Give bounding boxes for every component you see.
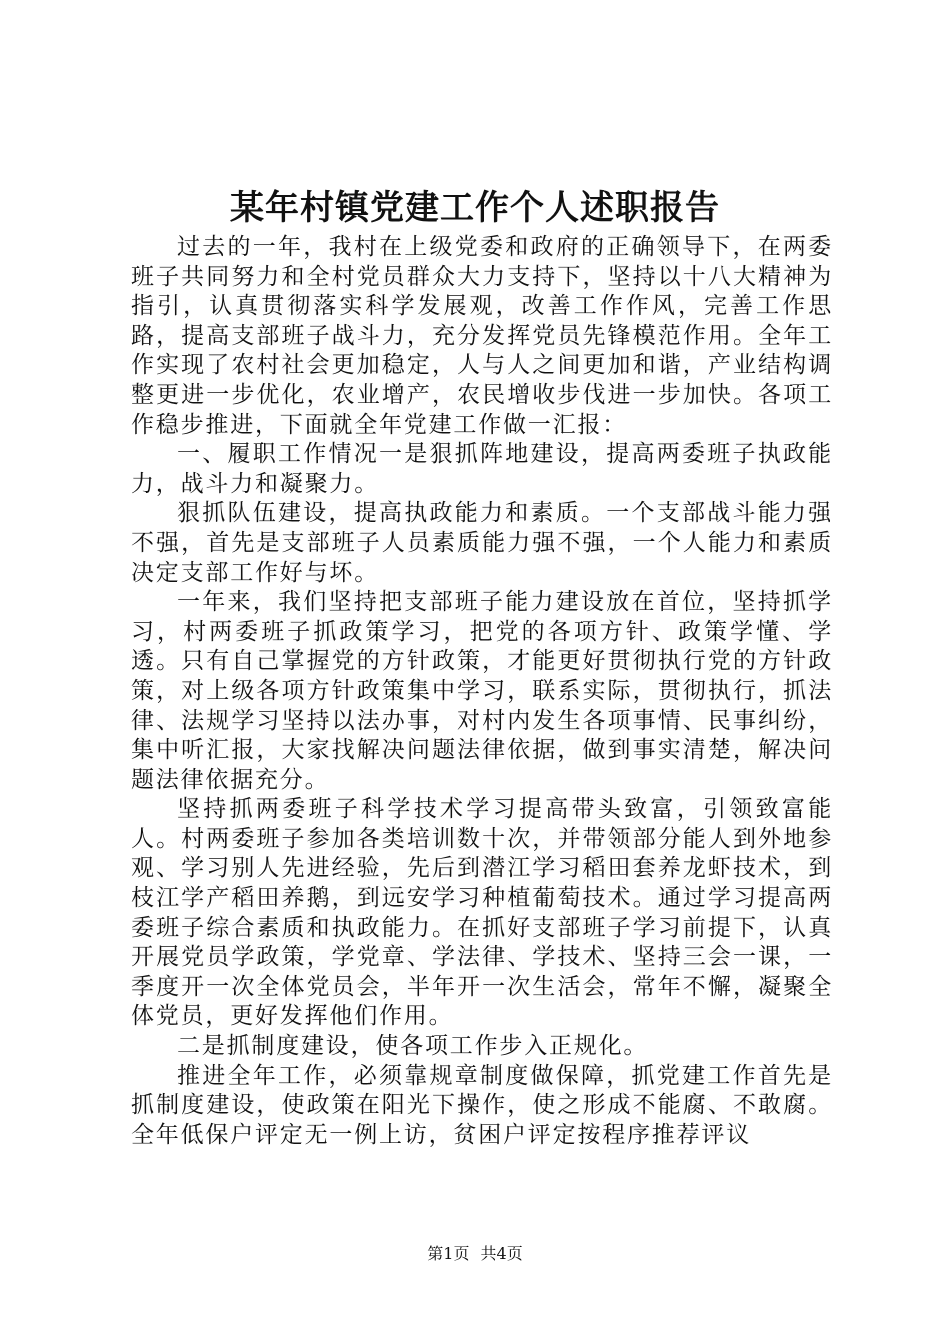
document-title: 某年村镇党建工作个人述职报告 [230, 188, 720, 228]
page-footer [0, 1243, 950, 1265]
paragraph: 一、履职工作情况一是狠抓阵地建设，提高两委班子执政能力，战斗力和凝聚力。 [131, 441, 833, 497]
page-number: 第1页 [427, 1244, 470, 1263]
paragraph: 过去的一年，我村在上级党委和政府的正确领导下，在两委班子共同努力和全村党员群众大力支持下，坚持以十八大精神为指引，认真贯彻落实科学发展观，改善工作作风，完善工作思路，提高支部班子战斗力，充分发挥党员先锋模范作用。全年工作实现了农村社会更加稳定，人与人之间更加和谐，产业结构调整更进一步优化，农业增产，农民增收步伐进一步加快。各项工作稳步推进，下面就全年党建工作做一汇报： [131, 234, 833, 438]
paragraph: 坚持抓两委班子科学技术学习提高带头致富，引领致富能人。村两委班子参加各类培训数十次，并带领部分能人到外地参观、学习别人先进经验，先后到潜江学习稻田套养龙虾技术，到枝江学产稻田养鹅，到远安学习种植葡萄技术。通过学习提高两委班子综合素质和执政能力。在抓好支部班子学习前提下，认真开展党员学政策，学党章、学法律、学技术、坚持三会一课，一季度开一次全体党员会，半年开一次生活会，常年不懈，凝聚全体党员，更好发挥他们作用。 [131, 796, 833, 1030]
document-body [131, 233, 833, 1150]
page-total: 共4页 [480, 1244, 523, 1263]
paragraph: 二是抓制度建设，使各项工作步入正规化。 [177, 1033, 649, 1060]
paragraph: 一年来，我们坚持把支部班子能力建设放在首位，坚持抓学习，村两委班子抓政策学习，把党的各项方针、政策学懂、学透。只有自己掌握党的方针政策，才能更好贯彻执行党的方针政策，对上级各项方针政策集中学习，联系实际，贯彻执行，抓法律、法规学习坚持以法办事，对村内发生各项事情、民事纠纷，集中听汇报，大家找解决问题法律依据，做到事实清楚，解决问题法律依据充分。 [131, 589, 833, 793]
paragraph: 狠抓队伍建设，提高执政能力和素质。一个支部战斗能力强不强，首先是支部班子人员素质能力强不强，一个人能力和素质决定支部工作好与坏。 [131, 500, 833, 586]
paragraph: 推进全年工作，必须靠规章制度做保障，抓党建工作首先是抓制度建设，使政策在阳光下操作，使之形成不能腐、不敢腐。全年低保户评定无一例上访，贫困户评定按程序推荐评议 [131, 1062, 833, 1148]
